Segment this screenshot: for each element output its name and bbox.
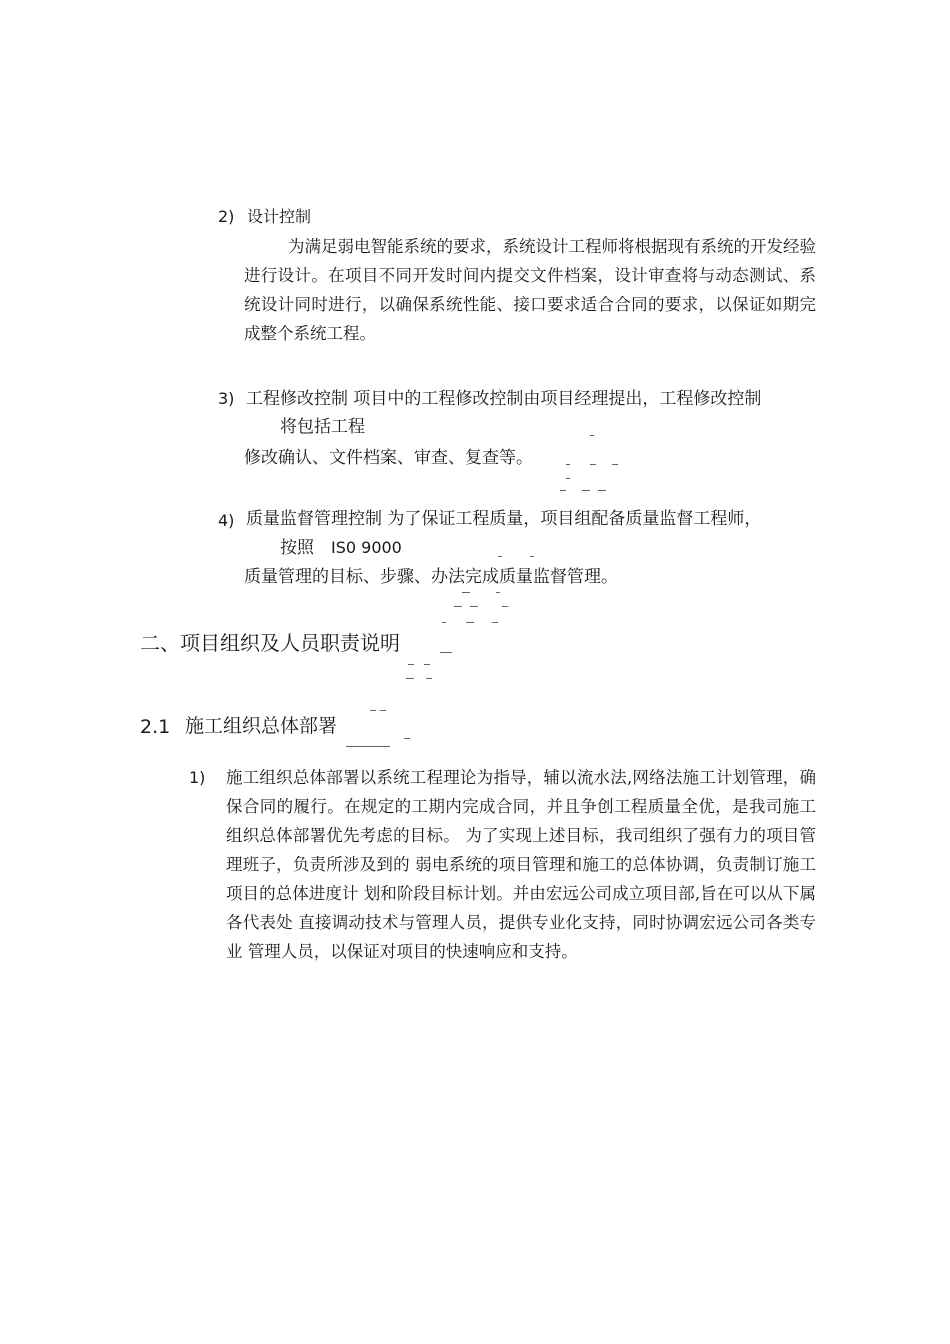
item-number: 2)	[218, 207, 235, 226]
item-number: 3)	[218, 389, 235, 408]
section-heading: 二、项目组织及人员职责说明	[140, 631, 400, 655]
design-control-paragraph: 为满足弱电智能系统的要求，系统设计工程师将根据现有系统的开发经验进行设计。在项目不同开发时间内提交文件档案，设计审查将与动态测试、系统设计同时进行，以确保系统性能、接口要求适合合同的要求，以保证如期完成整个系统工程。	[244, 237, 816, 343]
subsection-number: 2.1	[140, 716, 171, 738]
iso-standard: IS0 9000	[331, 538, 402, 557]
item-number: 1)	[189, 768, 206, 787]
deployment-paragraph: 施工组织总体部署以系统工程理论为指导，辅以流水法,网络法施工计划管理，确保合同的履行。在规定的工期内完成合同，并且争创工程质量全优，是我司施工组织总体部署优先考虑的目标。 为了实现上述目标，我司组织了强有力的项目管理班子，负责所涉及到的 弱电系统的项目管理和施工的总体协调，负责制订施工项目的总体进度计 划和阶段目标计划。并由宏远公司成立项目部,旨在可以从下属各代表处 直接调动技术与管理人员，提供专业化支持，同时协调宏远公司各类专业 管理人员，以保证对项目的快速响应和支持。	[226, 768, 816, 961]
modify-control-line2: 将包括工程	[280, 417, 365, 437]
item-title: 设计控制	[247, 207, 312, 226]
quality-control-line1: 质量监督管理控制 为了保证工程质量，项目组配备质量监督工程师，	[246, 509, 762, 529]
item-number: 4)	[218, 511, 235, 530]
modify-control-line3: 修改确认、文件档案、审查、复查等。	[244, 448, 533, 468]
quality-control-line2: 按照	[280, 538, 314, 558]
modify-control-line1: 工程修改控制 项目中的工程修改控制由项目经理提出，工程修改控制	[246, 389, 762, 409]
quality-control-line3: 质量管理的目标、步骤、办法完成质量监督管理。	[244, 567, 618, 587]
subsection-title: 施工组织总体部署	[185, 715, 338, 737]
